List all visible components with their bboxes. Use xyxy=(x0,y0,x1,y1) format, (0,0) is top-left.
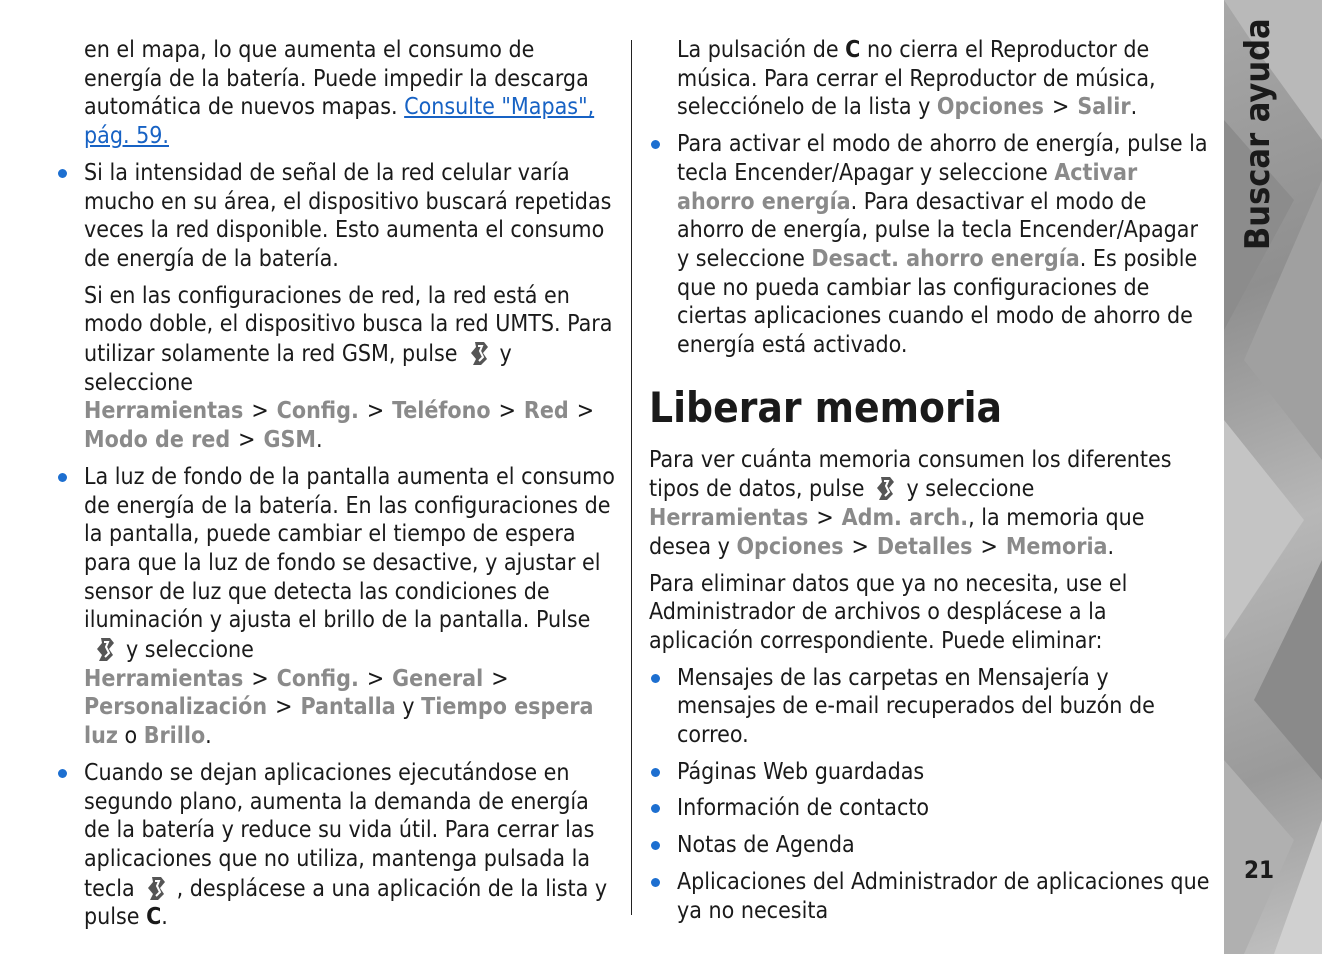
music-text-b: no cierra el Reproductor de música. Para cerrar el Reproductor de música, selecciónelo de la lista y xyxy=(677,37,1156,121)
memory-text-a: Para ver cuánta memoria consumen los diferentes tipos de datos, pulse xyxy=(649,446,1172,503)
background-apps-paragraph: Cuando se dejan aplicaciones ejecutándose en segundo plano, aumenta la demanda de energía de la batería y reduce su vida útil. Para cerrar las aplicaciones que no utiliza, mantenga pulsada la tecla , desplácese a una aplicación de la lista y pulse C. xyxy=(84,759,608,931)
list-item: Notas de Agenda xyxy=(649,831,1211,860)
menu-salir: Salir xyxy=(1077,94,1131,121)
backlight-text: La luz de fondo de la pantalla aumenta el consumo de energía de la batería. En las configuraciones de la pantalla, puede cambiar el tiempo de espera para que la luz de fondo se desactive, y ajustar el sensor de luz que detecta las condiciones de iluminación y ajusta el brillo de la pantalla. Pulse xyxy=(84,463,615,634)
select-text: y seleccione xyxy=(84,341,512,396)
menu-separator: > xyxy=(816,505,834,532)
menu-separator: > xyxy=(366,398,385,425)
menu-opciones: Opciones xyxy=(736,533,844,560)
and-text: y xyxy=(402,694,415,721)
or-text: o xyxy=(124,723,138,750)
music-text-a: La pulsación de xyxy=(677,37,839,63)
backlight-paragraph: La luz de fondo de la pantalla aumenta el consumo de energía de la batería. En las configuraciones de la pantalla, puede cambiar el tiempo de espera para que la luz de fondo se desactive, y ajustar el sensor de luz que detecta las condiciones de iluminación y ajusta el brillo de la pantalla. Pulsey seleccione Herramientas > Config. > General > Personalización > Pantalla y Tiempo espera luz o Brillo. xyxy=(84,463,615,750)
column-divider xyxy=(631,40,632,915)
tips-list xyxy=(56,159,618,932)
list-item: Aplicaciones del Administrador de aplicaciones que ya no necesita xyxy=(649,868,1211,925)
list-item: Información de contacto xyxy=(649,794,1211,823)
menu-desact-ahorro: Desact. ahorro energía xyxy=(811,245,1080,272)
power-saving-list xyxy=(649,130,1211,360)
menu-key-icon xyxy=(90,635,120,663)
menu-separator: > xyxy=(498,398,516,425)
chapter-title: Buscar ayuda xyxy=(1238,18,1278,250)
menu-memoria: Memoria xyxy=(1005,533,1108,560)
c-key-glyph: C xyxy=(146,904,162,931)
menu-key-icon xyxy=(141,874,171,902)
menu-pantalla: Pantalla xyxy=(300,694,396,721)
background-apps-text: Cuando se dejan aplicaciones ejecutándose en segundo plano, aumenta la demanda de energía de la batería y reduce su vida útil. Para cerrar las aplicaciones que no utiliza, mantenga pulsada la tecla xyxy=(84,759,595,902)
menu-separator: > xyxy=(251,398,269,425)
list-item: Páginas Web guardadas xyxy=(649,758,1211,787)
menu-separator: > xyxy=(251,665,269,692)
menu-separator: > xyxy=(275,694,293,721)
music-player-paragraph: La pulsación de C no cierra el Reproductor de música. Para cerrar el Reproductor de música, selecciónelo de la lista y Opciones > Salir. xyxy=(677,37,1156,121)
list-item xyxy=(649,130,1211,360)
memory-text-c: , la memoria que desea y xyxy=(649,505,1145,560)
menu-separator: > xyxy=(1051,94,1070,121)
menu-brillo: Brillo xyxy=(143,723,206,750)
menu-modo-de-red: Modo de red xyxy=(84,427,231,454)
menu-herramientas: Herramientas xyxy=(84,398,244,425)
list-item xyxy=(56,759,618,932)
network-text: Si en las configuraciones de red, la red está en modo doble, el dispositivo busca la red UMTS. Para utilizar solamente la red GSM, pulse xyxy=(84,282,613,368)
menu-herramientas: Herramientas xyxy=(84,665,244,692)
menu-separator: > xyxy=(491,665,509,692)
power-text-c: . Es posible que no pueda cambiar las configuraciones de ciertas aplicaciones cuando el modo de ahorro de energía está activado. xyxy=(677,245,1198,359)
menu-config: Config. xyxy=(276,398,359,425)
menu-telefono: Teléfono xyxy=(392,398,491,425)
delete-data-paragraph: Para eliminar datos que ya no necesita, use el Administrador de archivos o desplácese a la aplicación correspondiente. Puede eliminar: xyxy=(649,570,1128,654)
right-column xyxy=(649,36,1211,933)
intro-text: en el mapa, lo que aumenta el consumo de energía de la batería. Puede impedir la descarga automática de nuevos mapas. xyxy=(84,37,589,121)
menu-herramientas: Herramientas xyxy=(649,505,809,532)
menu-personalizacion: Personalización xyxy=(84,694,268,721)
menu-activar-ahorro: Activar ahorro energía xyxy=(677,159,1138,215)
menu-key-icon xyxy=(464,339,494,367)
menu-separator: > xyxy=(366,665,385,692)
deletable-items-list xyxy=(649,664,1211,926)
menu-red: Red xyxy=(523,398,569,425)
menu-separator: > xyxy=(576,398,595,425)
list-item xyxy=(56,159,618,455)
c-key-glyph: C xyxy=(845,37,861,63)
signal-tip-text: Si la intensidad de señal de la red celular varía mucho en su área, el dispositivo buscará repetidas veces la red disponible. Esto aumenta el consumo de energía de la batería. xyxy=(84,159,612,272)
power-text-b: . Para desactivar el modo de ahorro de energía, pulse la tecla Encender/Apagar y seleccione xyxy=(677,188,1198,272)
network-mode-paragraph: Si en las configuraciones de red, la red está en modo doble, el dispositivo busca la red UMTS. Para utilizar solamente la red GSM, pulse y seleccione Herramientas > Config. > Teléfono > Red > Modo de red > GSM. xyxy=(84,282,613,454)
memory-paragraph: Para ver cuánta memoria consumen los diferentes tipos de datos, pulse y seleccione Herramientas > Adm. arch., la memoria que desea y Opciones > Detalles > Memoria. xyxy=(649,446,1172,560)
menu-separator: > xyxy=(851,533,869,560)
select-text: y seleccione xyxy=(906,476,1035,503)
page-number: 21 xyxy=(1244,856,1275,884)
select-text: y seleccione xyxy=(126,637,254,664)
menu-general: General xyxy=(392,665,484,692)
menu-key-icon xyxy=(870,474,900,502)
menu-opciones: Opciones xyxy=(936,94,1044,121)
list-item xyxy=(56,463,618,751)
menu-config: Config. xyxy=(276,665,359,692)
menu-gsm: GSM xyxy=(263,427,316,454)
intro-paragraph xyxy=(56,36,618,151)
list-item: Mensajes de las carpetas en Mensajería y mensajes de e-mail recuperados del buzón de correo. xyxy=(649,664,1211,750)
menu-separator: > xyxy=(980,533,998,560)
power-text-a: Para activar el modo de ahorro de energía, pulse la tecla Encender/Apagar y seleccione xyxy=(677,131,1208,186)
menu-adm-arch: Adm. arch. xyxy=(841,505,969,532)
menu-separator: > xyxy=(238,427,256,454)
section-heading: Liberar memoria xyxy=(649,382,1003,432)
menu-tiempo-espera-luz: Tiempo espera luz xyxy=(84,694,594,750)
maps-link[interactable]: Consulte "Mapas", pág. 59. xyxy=(84,94,595,150)
power-saving-paragraph xyxy=(677,130,1211,360)
scroll-text: , desplácese a una aplicación de la lista y pulse xyxy=(84,875,608,931)
menu-detalles: Detalles xyxy=(876,533,973,560)
left-column xyxy=(56,36,618,940)
